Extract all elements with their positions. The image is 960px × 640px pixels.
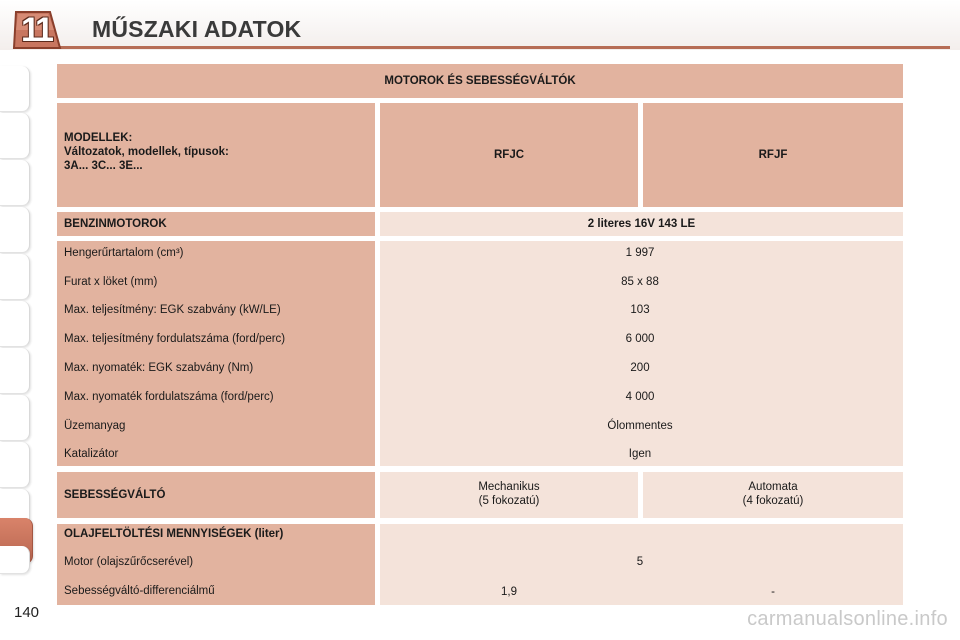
chapter-tab[interactable] — [0, 113, 30, 159]
gearbox-automatic-cell — [643, 472, 903, 518]
spec-label: Max. teljesítmény fordulatszáma (ford/perc) — [64, 333, 286, 345]
engine-value-cell: 2 literes 16V 143 LE — [380, 212, 903, 236]
chapter-tab[interactable] — [0, 207, 30, 253]
spec-label: Katalizátor — [64, 448, 119, 460]
page-number: 140 — [14, 604, 40, 621]
spec-value: 103 — [630, 304, 650, 316]
spec-label: Max. nyomaték: EGK szabvány (Nm) — [64, 362, 254, 374]
gearbox-type: Automata — [748, 481, 798, 493]
spec-value: 6 000 — [625, 333, 655, 345]
spec-value: 4 000 — [625, 391, 655, 403]
chapter-tab[interactable] — [0, 442, 30, 488]
gearbox-gears: (4 fokozatú) — [742, 495, 804, 507]
chapter-tab[interactable] — [0, 66, 30, 112]
oil-gearbox-value-manual: 1,9 — [501, 586, 517, 598]
models-label-cell — [57, 103, 375, 207]
chapter-tab[interactable] — [0, 254, 30, 300]
gearbox-label-cell: SEBESSÉGVÁLTÓ — [57, 472, 375, 518]
models-label-line: Változatok, modellek, típusok: — [64, 146, 229, 158]
specs-label-block — [57, 241, 375, 466]
table-heading: MOTOROK ÉS SEBESSÉGVÁLTÓK — [57, 64, 903, 98]
gearbox-manual-cell — [380, 472, 638, 518]
oil-gearbox-value-automatic: - — [771, 586, 775, 598]
spec-label: Hengerűrtartalom (cm³) — [64, 247, 184, 259]
model-cell-rfjf: RFJF — [643, 103, 903, 207]
watermark: carmanualsonline.info — [747, 608, 948, 630]
engine-label-cell: BENZINMOTOROK — [57, 212, 375, 236]
oil-motor-label: Motor (olajszűrőcserével) — [64, 556, 194, 568]
chapter-tab[interactable] — [0, 546, 30, 574]
spec-value: 1 997 — [625, 247, 655, 259]
chapter-tab-strip — [0, 66, 34, 586]
spec-value: 85 x 88 — [621, 276, 659, 288]
models-label-line: 3A... 3C... 3E... — [64, 160, 143, 172]
spec-label: Furat x löket (mm) — [64, 276, 158, 288]
oil-heading: OLAJFELTÖLTÉSI MENNYISÉGEK (liter) — [64, 528, 284, 540]
spec-value: Igen — [628, 448, 652, 460]
gearbox-type: Mechanikus — [478, 481, 540, 493]
gearbox-gears: (5 fokozatú) — [478, 495, 540, 507]
spec-value: Ólommentes — [607, 420, 673, 432]
page-title: MŰSZAKI ADATOK — [92, 16, 302, 42]
header-underline — [60, 46, 950, 49]
chapter-tab[interactable] — [0, 348, 30, 394]
spec-label: Max. nyomaték fordulatszáma (ford/perc) — [64, 391, 274, 403]
oil-motor-value: 5 — [636, 556, 644, 568]
specs-value-block — [380, 241, 903, 466]
chapter-tab[interactable] — [0, 301, 30, 347]
model-cell-rfjc: RFJC — [380, 103, 638, 207]
chapter-number: 11 — [21, 11, 51, 49]
chapter-tab[interactable] — [0, 160, 30, 206]
chapter-tab[interactable] — [0, 395, 30, 441]
spec-value: 200 — [630, 362, 650, 374]
spec-label: Üzemanyag — [64, 420, 126, 432]
spec-label: Max. teljesítmény: EGK szabvány (kW/LE) — [64, 304, 281, 316]
models-label-line: MODELLEK: — [64, 132, 133, 144]
oil-gearbox-label: Sebességváltó-differenciálmű — [64, 585, 215, 597]
